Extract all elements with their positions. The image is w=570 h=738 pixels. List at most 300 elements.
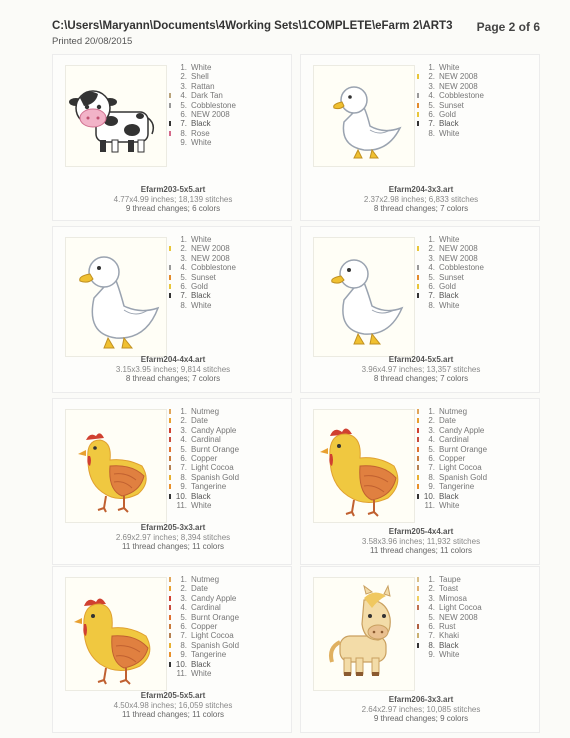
thread-name: Sunset xyxy=(439,272,464,282)
thread-entry xyxy=(417,244,539,253)
thread-entry xyxy=(169,254,291,263)
thread-swatch xyxy=(169,103,171,108)
design-thumbnail xyxy=(65,237,167,357)
thread-name: Gold xyxy=(439,109,456,119)
thread-number: 7. xyxy=(180,463,187,473)
thread-changes: 11 thread changes; 11 colors xyxy=(370,546,472,555)
thread-list xyxy=(417,63,539,138)
thread-number: 3. xyxy=(180,81,187,91)
thread-name: Candy Apple xyxy=(439,425,485,435)
thread-list xyxy=(417,575,539,660)
thread-swatch xyxy=(417,605,419,610)
thread-number: 9. xyxy=(180,482,187,492)
thread-entry xyxy=(169,463,291,472)
thread-entry xyxy=(417,584,539,593)
thread-name: Cardinal xyxy=(191,435,221,445)
thread-name: White xyxy=(439,300,460,310)
thread-swatch xyxy=(169,615,171,620)
thread-swatch xyxy=(417,633,419,638)
design-info xyxy=(53,185,293,214)
thread-number: 1. xyxy=(180,407,187,416)
thread-number: 11. xyxy=(424,500,435,510)
thread-swatch xyxy=(169,671,171,676)
thread-number: 3. xyxy=(428,81,435,91)
thread-entry xyxy=(417,82,539,91)
design-dimensions: 4.77x4.99 inches; 18,139 stitches xyxy=(113,194,233,204)
thread-name: Taupe xyxy=(439,575,461,584)
thread-name: NEW 2008 xyxy=(439,253,478,263)
thread-swatch xyxy=(417,624,419,629)
thread-swatch xyxy=(417,643,419,648)
thread-number: 5. xyxy=(180,444,187,454)
thread-swatch xyxy=(169,447,171,452)
thread-name: Black xyxy=(439,119,459,129)
design-info xyxy=(301,355,541,384)
thread-number: 4. xyxy=(180,263,187,273)
design-card xyxy=(52,54,292,221)
thread-swatch xyxy=(417,112,419,117)
thread-number: 8. xyxy=(428,640,435,650)
thread-swatch xyxy=(417,74,419,79)
thread-entry xyxy=(169,129,291,138)
thread-number: 5. xyxy=(180,272,187,282)
thread-number: 7. xyxy=(180,119,187,129)
thread-name: Cardinal xyxy=(439,435,469,445)
chicken-illustration xyxy=(66,410,166,522)
thread-swatch xyxy=(169,643,171,648)
thread-entry xyxy=(417,254,539,263)
thread-name: Black xyxy=(191,491,211,501)
thread-entry xyxy=(417,119,539,128)
thread-number: 6. xyxy=(428,109,435,119)
thread-number: 6. xyxy=(180,621,187,631)
thread-swatch xyxy=(169,93,171,98)
thread-entry xyxy=(417,129,539,138)
thread-entry xyxy=(417,631,539,640)
thread-swatch xyxy=(169,140,171,145)
design-card xyxy=(52,566,292,733)
thread-name: Rust xyxy=(439,621,456,631)
thread-name: Tangerine xyxy=(191,650,227,660)
thread-entry xyxy=(169,301,291,310)
thread-swatch xyxy=(169,475,171,480)
thread-number: 6. xyxy=(180,109,187,119)
thread-name: Khaki xyxy=(439,631,460,641)
thread-number: 2. xyxy=(428,72,435,82)
thread-name: White xyxy=(439,500,460,510)
design-card xyxy=(52,226,292,393)
thread-entry xyxy=(417,575,539,584)
thread-entry xyxy=(169,435,291,444)
thread-entry xyxy=(169,244,291,253)
thread-swatch xyxy=(417,303,419,308)
thread-entry xyxy=(417,482,539,491)
thread-name: Date xyxy=(439,416,456,426)
thread-entry xyxy=(417,110,539,119)
thread-number: 6. xyxy=(180,281,187,291)
thread-swatch xyxy=(417,121,419,126)
thread-entry xyxy=(417,426,539,435)
thread-name: Cobblestone xyxy=(439,91,484,101)
thread-name: White xyxy=(191,235,212,244)
thread-swatch xyxy=(417,131,419,136)
duck-illustration xyxy=(314,238,414,356)
thread-name: Cardinal xyxy=(191,603,221,613)
thread-name: NEW 2008 xyxy=(439,612,478,622)
thread-name: Burnt Orange xyxy=(191,612,240,622)
thread-name: Tangerine xyxy=(439,482,475,492)
thread-swatch xyxy=(417,293,419,298)
thread-name: Nutmeg xyxy=(191,407,220,416)
thread-name: Spanish Gold xyxy=(191,472,240,482)
thread-entry xyxy=(169,584,291,593)
thread-name: NEW 2008 xyxy=(439,72,478,82)
thread-number: 5. xyxy=(180,100,187,110)
thread-swatch xyxy=(169,246,171,251)
thread-swatch xyxy=(169,65,171,70)
thread-swatch xyxy=(169,624,171,629)
thread-name: Gold xyxy=(439,281,456,291)
thread-entry xyxy=(169,82,291,91)
design-card xyxy=(52,398,292,565)
thread-entry xyxy=(417,613,539,622)
thread-entry xyxy=(417,273,539,282)
thread-entry xyxy=(169,282,291,291)
thread-entry xyxy=(417,463,539,472)
thread-swatch xyxy=(417,256,419,261)
design-dimensions: 3.58x3.96 inches; 11,932 stitches xyxy=(361,536,481,546)
thread-entry xyxy=(169,445,291,454)
thread-swatch xyxy=(169,284,171,289)
thread-number: 1. xyxy=(428,235,435,244)
thread-number: 2. xyxy=(180,244,187,254)
thread-swatch xyxy=(169,577,171,582)
thread-name: Light Cocoa xyxy=(191,631,234,641)
thread-swatch xyxy=(169,303,171,308)
thread-name: Black xyxy=(191,659,211,669)
design-thumbnail xyxy=(65,577,167,691)
thread-entry xyxy=(417,416,539,425)
design-card xyxy=(300,398,540,565)
design-thumbnail xyxy=(313,409,415,523)
thread-name: Black xyxy=(439,291,459,301)
thread-number: 4. xyxy=(428,91,435,101)
thread-name: Nutmeg xyxy=(439,407,468,416)
thread-swatch xyxy=(169,275,171,280)
thread-entry xyxy=(417,63,539,72)
thread-entry xyxy=(417,594,539,603)
thread-swatch xyxy=(417,418,419,423)
thread-number: 9. xyxy=(428,650,435,660)
thread-name: Light Cocoa xyxy=(191,463,234,473)
thread-number: 11. xyxy=(176,668,187,678)
thread-name: Date xyxy=(191,416,208,426)
thread-number: 1. xyxy=(180,235,187,244)
duck-illustration xyxy=(314,66,414,166)
thread-name: Cobblestone xyxy=(439,263,484,273)
thread-swatch xyxy=(169,437,171,442)
thread-entry xyxy=(169,622,291,631)
thread-entry xyxy=(169,110,291,119)
thread-swatch xyxy=(417,586,419,591)
thread-swatch xyxy=(417,246,419,251)
design-filename: Efarm205-3x3.art xyxy=(140,523,206,532)
thread-entry xyxy=(417,445,539,454)
thread-entry xyxy=(169,660,291,669)
thread-name: White xyxy=(191,300,212,310)
thread-name: Sunset xyxy=(191,272,216,282)
thread-number: 8. xyxy=(180,300,187,310)
thread-entry xyxy=(169,482,291,491)
design-filename: Efarm204-5x5.art xyxy=(388,355,454,364)
thread-entry xyxy=(417,501,539,510)
thread-entry xyxy=(417,263,539,272)
thread-entry xyxy=(417,301,539,310)
thread-swatch xyxy=(169,131,171,136)
thread-name: White xyxy=(191,63,212,72)
thread-entry xyxy=(417,473,539,482)
thread-entry xyxy=(169,492,291,501)
thread-entry xyxy=(169,63,291,72)
thread-entry xyxy=(169,603,291,612)
thread-swatch xyxy=(417,237,419,242)
thread-number: 7. xyxy=(428,291,435,301)
thread-entry xyxy=(169,273,291,282)
design-filename: Efarm203-5x5.art xyxy=(140,185,206,194)
thread-swatch xyxy=(169,633,171,638)
thread-entry xyxy=(417,454,539,463)
thread-entry xyxy=(417,603,539,612)
design-dimensions: 3.15x3.95 inches; 9,814 stitches xyxy=(115,364,231,374)
thread-number: 11. xyxy=(176,500,187,510)
thread-number: 4. xyxy=(428,435,435,445)
thread-number: 2. xyxy=(428,416,435,426)
printed-date: Printed 20/08/2015 xyxy=(52,36,133,47)
design-info xyxy=(301,185,541,214)
thread-name: Date xyxy=(191,584,208,594)
thread-name: Gold xyxy=(191,281,208,291)
thread-name: Candy Apple xyxy=(191,593,237,603)
thread-number: 9. xyxy=(428,482,435,492)
thread-number: 1. xyxy=(428,407,435,416)
thread-name: White xyxy=(439,128,460,138)
thread-name: Mimosa xyxy=(439,593,468,603)
design-card xyxy=(300,566,540,733)
thread-swatch xyxy=(417,84,419,89)
thread-number: 7. xyxy=(428,463,435,473)
design-filename: Efarm205-5x5.art xyxy=(140,691,206,700)
thread-number: 6. xyxy=(428,621,435,631)
thread-entry xyxy=(169,501,291,510)
thread-name: Cobblestone xyxy=(191,100,236,110)
design-info xyxy=(53,691,293,720)
thread-name: White xyxy=(439,650,460,660)
thread-number: 4. xyxy=(180,603,187,613)
thread-name: Black xyxy=(191,291,211,301)
thread-number: 8. xyxy=(428,300,435,310)
thread-number: 7. xyxy=(428,119,435,129)
thread-number: 7. xyxy=(180,291,187,301)
thread-number: 3. xyxy=(180,425,187,435)
thread-number: 8. xyxy=(428,472,435,482)
design-card xyxy=(300,226,540,393)
thread-number: 5. xyxy=(180,612,187,622)
design-thumbnail xyxy=(313,237,415,357)
thread-changes: 9 thread changes; 6 colors xyxy=(125,204,221,213)
thread-name: Toast xyxy=(439,584,459,594)
thread-name: Shell xyxy=(191,72,209,82)
duck-illustration xyxy=(66,238,166,356)
thread-swatch xyxy=(169,596,171,601)
thread-swatch xyxy=(417,503,419,508)
thread-number: 5. xyxy=(428,444,435,454)
thread-entry xyxy=(169,454,291,463)
thread-name: White xyxy=(191,500,212,510)
thread-name: NEW 2008 xyxy=(191,244,230,254)
thread-number: 5. xyxy=(428,612,435,622)
thread-entry xyxy=(417,91,539,100)
thread-entry xyxy=(417,72,539,81)
thread-entry xyxy=(169,235,291,244)
thread-number: 1. xyxy=(428,575,435,584)
thread-entry xyxy=(169,91,291,100)
thread-number: 5. xyxy=(428,100,435,110)
design-dimensions: 4.50x4.98 inches; 16,059 stitches xyxy=(113,700,233,710)
thread-entry xyxy=(417,650,539,659)
thread-name: White xyxy=(439,235,460,244)
thread-number: 5. xyxy=(428,272,435,282)
thread-list xyxy=(417,235,539,310)
design-info xyxy=(53,355,293,384)
thread-entry xyxy=(417,407,539,416)
thread-entry xyxy=(169,291,291,300)
thread-swatch xyxy=(417,275,419,280)
thread-swatch xyxy=(417,409,419,414)
thread-number: 7. xyxy=(428,631,435,641)
thread-name: Copper xyxy=(191,621,218,631)
chicken-illustration xyxy=(314,410,414,522)
thread-swatch xyxy=(169,652,171,657)
design-info xyxy=(301,695,541,724)
thread-entry xyxy=(417,622,539,631)
thread-entry xyxy=(169,650,291,659)
thread-entry xyxy=(417,641,539,650)
thread-entry xyxy=(417,291,539,300)
design-thumbnail xyxy=(65,65,167,167)
thread-name: Copper xyxy=(191,453,218,463)
thread-name: Cobblestone xyxy=(191,263,236,273)
thread-entry xyxy=(417,435,539,444)
thread-number: 7. xyxy=(180,631,187,641)
thread-name: Spanish Gold xyxy=(439,472,488,482)
cow-illustration xyxy=(66,66,166,166)
thread-name: Rattan xyxy=(191,81,215,91)
thread-number: 3. xyxy=(428,425,435,435)
thread-swatch xyxy=(417,596,419,601)
page-number: Page 2 of 6 xyxy=(476,20,540,34)
thread-entry xyxy=(169,407,291,416)
design-filename: Efarm205-4x4.art xyxy=(388,527,454,536)
thread-changes: 8 thread changes; 7 colors xyxy=(373,374,469,383)
design-filename: Efarm206-3x3.art xyxy=(388,695,454,704)
thread-name: NEW 2008 xyxy=(439,81,478,91)
thread-list xyxy=(417,407,539,510)
thread-swatch xyxy=(169,484,171,489)
thread-name: White xyxy=(191,138,212,148)
thread-number: 9. xyxy=(180,650,187,660)
thread-name: White xyxy=(439,63,460,72)
thread-number: 1. xyxy=(180,63,187,72)
thread-swatch xyxy=(169,121,171,126)
thread-swatch xyxy=(417,437,419,442)
thread-swatch xyxy=(417,456,419,461)
thread-name: Rose xyxy=(191,128,210,138)
thread-name: White xyxy=(191,668,212,678)
thread-number: 8. xyxy=(180,640,187,650)
thread-name: Black xyxy=(191,119,211,129)
thread-list xyxy=(169,407,291,510)
design-dimensions: 2.69x2.97 inches; 8,394 stitches xyxy=(115,532,231,542)
thread-swatch xyxy=(169,84,171,89)
thread-number: 6. xyxy=(180,453,187,463)
design-dimensions: 3.96x4.97 inches; 13,357 stitches xyxy=(361,364,481,374)
thread-number: 10. xyxy=(175,491,187,501)
thread-entry xyxy=(169,263,291,272)
thread-entry xyxy=(417,101,539,110)
thread-changes: 9 thread changes; 9 colors xyxy=(373,714,469,723)
thread-swatch xyxy=(169,409,171,414)
thread-entry xyxy=(169,631,291,640)
thread-swatch xyxy=(169,74,171,79)
design-card xyxy=(300,54,540,221)
thread-swatch xyxy=(417,265,419,270)
thread-swatch xyxy=(169,293,171,298)
thread-changes: 8 thread changes; 7 colors xyxy=(373,204,469,213)
thread-swatch xyxy=(417,615,419,620)
design-thumbnail xyxy=(313,65,415,167)
thread-swatch xyxy=(417,447,419,452)
thread-number: 6. xyxy=(428,453,435,463)
thread-entry xyxy=(169,613,291,622)
thread-number: 9. xyxy=(180,138,187,148)
horse-illustration xyxy=(314,578,414,690)
thread-swatch xyxy=(169,494,171,499)
thread-number: 10. xyxy=(423,491,435,501)
thread-changes: 8 thread changes; 7 colors xyxy=(125,374,221,383)
thread-swatch xyxy=(417,577,419,582)
thread-entry xyxy=(169,473,291,482)
thread-number: 2. xyxy=(180,584,187,594)
design-info xyxy=(301,527,541,556)
thread-entry xyxy=(169,119,291,128)
thread-swatch xyxy=(169,662,171,667)
thread-swatch xyxy=(169,418,171,423)
thread-number: 4. xyxy=(428,603,435,613)
thread-entry xyxy=(169,669,291,678)
thread-swatch xyxy=(417,475,419,480)
design-dimensions: 2.37x2.98 inches; 6,833 stitches xyxy=(363,194,479,204)
thread-name: Copper xyxy=(439,453,466,463)
thread-name: Burnt Orange xyxy=(191,444,240,454)
thread-swatch xyxy=(169,586,171,591)
thread-number: 2. xyxy=(180,72,187,82)
thread-swatch xyxy=(169,465,171,470)
thread-entry xyxy=(169,101,291,110)
thread-number: 3. xyxy=(428,253,435,263)
thread-name: Light Cocoa xyxy=(439,463,482,473)
thread-name: Sunset xyxy=(439,100,464,110)
design-info xyxy=(53,523,293,552)
